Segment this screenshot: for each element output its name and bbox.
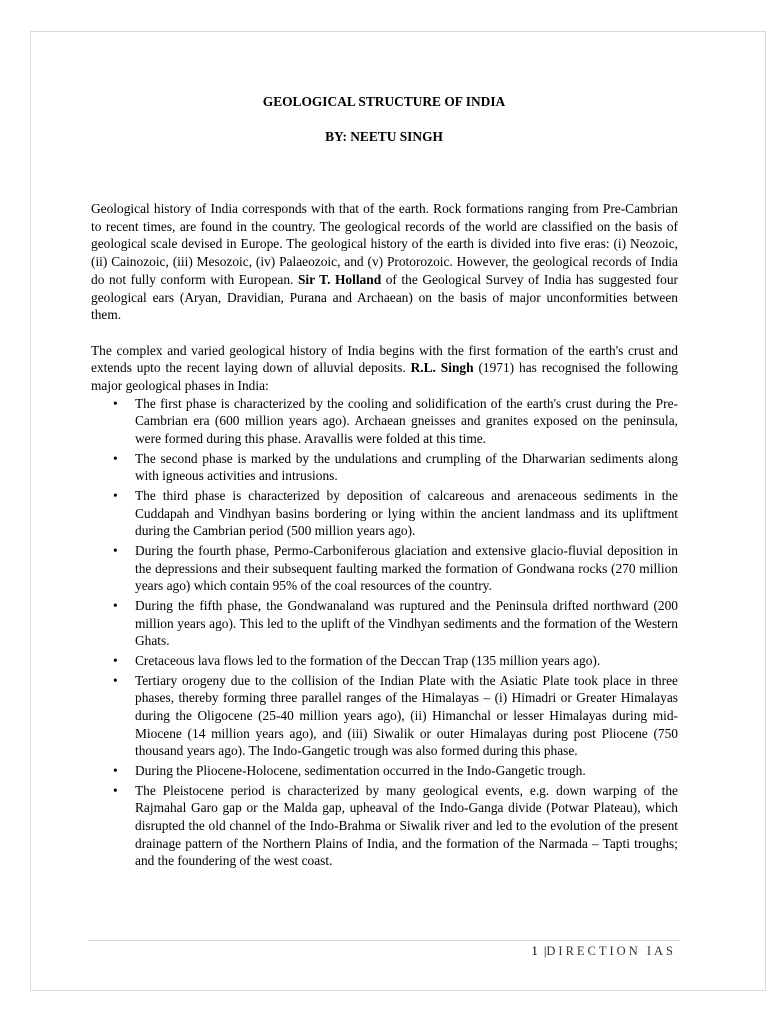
list-item: • The third phase is characterized by deposition of calcareous and arenaceous sediments in the Cuddapah and Vindhyan basins bordering or lying within the ancient landmass and its upliftment during the Cambrian period (500 million years ago). bbox=[135, 487, 678, 540]
list-item: • During the Pliocene-Holocene, sedimentation occurred in the Indo-Gangetic trough. bbox=[135, 762, 678, 780]
list-item: • Cretaceous lava flows led to the formation of the Deccan Trap (135 million years ago). bbox=[135, 652, 678, 670]
footer-brand: DIRECTION IAS bbox=[546, 944, 676, 958]
list-item: • Tertiary orogeny due to the collision of the Indian Plate with the Asiatic Plate took place in three phases, thereby forming three parallel ranges of the Himalayas – (i) Himadri or Greater Himalayas during the Oligocene (25-40 million years ago), (ii) Himanchal or lesser Himalayas during mid-Miocene (14 million years ago), and (iii) Siwalik or outer Himalayas during post Pliocene (750 thousand years ago). The Indo-Gangetic trough was also formed during this phase. bbox=[135, 672, 678, 761]
intro-text-start: Geological history of India corresponds with that of the earth. Rock formations ranging from Pre-Cambrian to recent times, are found in the country. The geological records of the world are classified on the basis of geological scale devised in Europe. The geological history of the earth is divided into five eras: (i) Neozoic, (ii) Cainozoic, (iii) Mesozoic, (iv) Palaeozoic, and (v) Protorozoic. However, the geological records of India do not fully conform with European. bbox=[91, 201, 678, 287]
footer-divider bbox=[88, 940, 680, 941]
list-item: • During the fourth phase, Permo-Carboniferous glaciation and extensive glacio-fluvial deposition in the depressions and their subsequent faulting marked the formation of Gondwana rocks (270 million years ago) which contain 95% of the coal resources of the country. bbox=[135, 542, 678, 595]
page-number: 1 bbox=[531, 944, 538, 958]
list-item: • The first phase is characterized by the cooling and solidification of the earth's crust during the Pre-Cambrian era (600 million years ago). Archaean gneisses and granites exposed on the peninsula, were formed during this phase. Aravallis were folded at this time. bbox=[135, 395, 678, 448]
list-item: • The Pleistocene period is characterized by many geological events, e.g. down warping of the Rajmahal Garo gap or the Malda gap, upheaval of the Indo-Ganga divide (Potwar Plateau), which disrupted the old channel of the Indo-Brahma or Siwalik river and led to the evolution of the present drainage pattern of the Northern Plains of India, and the formation of the Narmada – Tapti troughs; and the foundering of the west coast. bbox=[135, 782, 678, 871]
holland-name: Sir T. Holland bbox=[297, 271, 382, 287]
page-footer bbox=[531, 944, 676, 959]
intro-text-end: of the Geological Survey of India has suggested four geological ears (Aryan, Dravidian, Purana and Archaean) on the basis of major unconformities between them. bbox=[91, 271, 678, 323]
phases-intro-start: The complex and varied geological history of India begins with the first formation of the earth's crust and extends upto the recent laying down of alluvial deposits. bbox=[91, 342, 678, 376]
phases-intro-end: (1971) has recognised the following major geological phases in India: bbox=[91, 360, 678, 394]
list-item: • During the fifth phase, the Gondwanaland was ruptured and the Peninsula drifted northward (200 million years ago). This led to the uplift of the Vindhyan sediments and the formation of the Western Ghats. bbox=[135, 597, 678, 650]
intro-paragraph bbox=[91, 200, 678, 324]
singh-name: R.L. Singh bbox=[410, 360, 474, 376]
phases-list bbox=[91, 395, 678, 870]
list-item: • The second phase is marked by the undulations and crumpling of the Dharwarian sediments along with igneous activities and intrusions. bbox=[135, 450, 678, 485]
footer-separator: | bbox=[543, 944, 547, 958]
document-author: BY: NEETU SINGH bbox=[325, 129, 443, 144]
phases-intro-paragraph bbox=[91, 342, 678, 395]
document-body bbox=[91, 200, 678, 872]
document-title: GEOLOGICAL STRUCTURE OF INDIA bbox=[262, 94, 506, 109]
